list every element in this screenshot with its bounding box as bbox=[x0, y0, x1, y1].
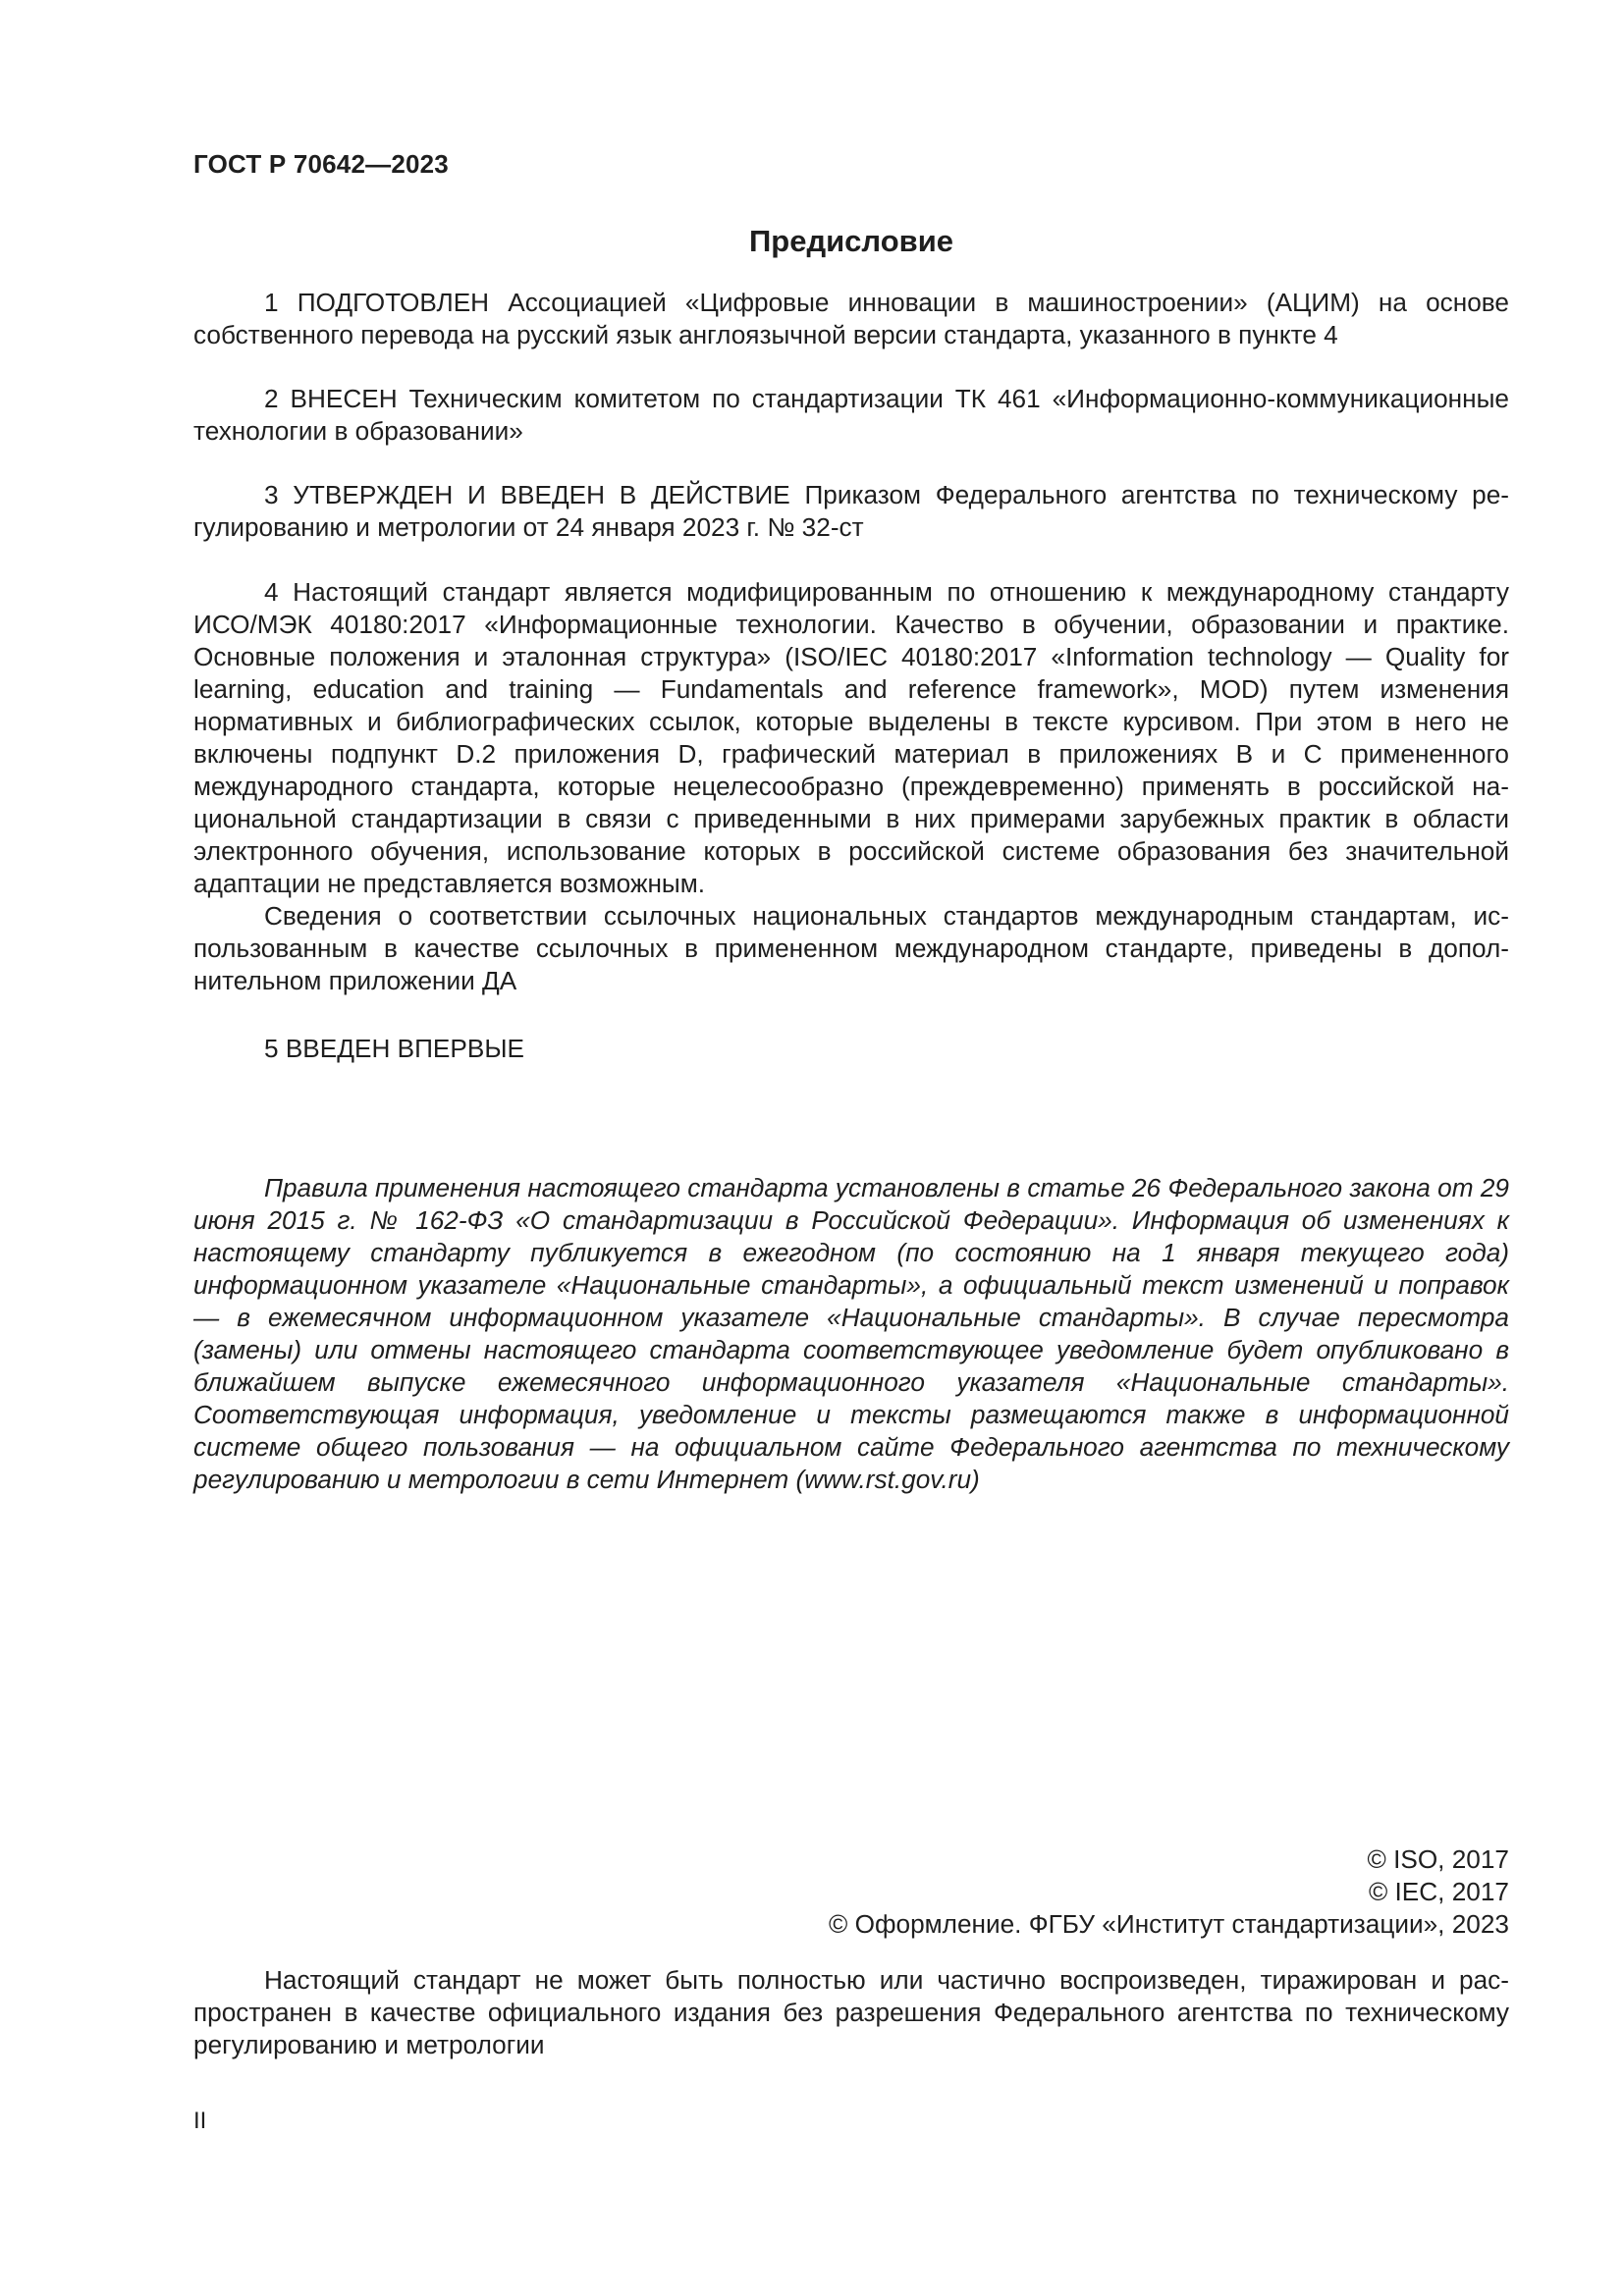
foreword-section-3 bbox=[193, 479, 1509, 544]
reproduction-notice-text: Настоящий стандарт не может быть полностью или частично воспроизведен, тиражирован и распространен в качестве официального издания без разрешения Федерального агентства по техническому регулированию и метрологии bbox=[193, 1965, 1509, 2059]
foreword-section-3-text: 3 УТВЕРЖДЕН И ВВЕДЕН В ДЕЙСТВИЕ Приказом Федерального агентства по техническому регулированию и метрологии от 24 января 2023 г. № 32-ст bbox=[193, 480, 1509, 542]
foreword-section-1-text: 1 ПОДГОТОВЛЕН Ассоциацией «Цифровые инновации в машиностроении» (АЦИМ) на основе собственного перевода на русский язык англоязычной версии стандарта, указанного в пункте 4 bbox=[193, 288, 1509, 349]
foreword-section-5 bbox=[193, 1033, 1509, 1065]
foreword-section-2-text: 2 ВНЕСЕН Техническим комитетом по стандартизации ТК 461 «Информационно-коммуникационные технологии в образовании» bbox=[193, 384, 1509, 446]
foreword-section-1 bbox=[193, 287, 1509, 351]
application-rules-notice bbox=[193, 1172, 1509, 1496]
page-title: Предисловие bbox=[748, 224, 953, 258]
page-number: II bbox=[193, 2108, 207, 2134]
copyright-iso: © ISO, 2017 bbox=[1367, 1844, 1509, 1874]
foreword-section-4 bbox=[193, 576, 1509, 997]
foreword-section-4-paragraph-2: Сведения о соответствии ссылочных национальных стандартов международным стандартам, использованным в качестве ссылочных в примененном международном стандарте, приведены в дополнительном приложении ДА bbox=[193, 901, 1509, 995]
reproduction-notice bbox=[193, 1964, 1509, 2061]
application-rules-text: Правила применения настоящего стандарта установлены в статье 26 Федерального закона от 29 июня 2015 г. № 162-ФЗ «О стандартизации в Российской Федерации». Информация об изменениях к настоящему стандарту публикуется в ежегодном (по состоянию на 1 января текущего года) информационном указателе «Национальные стандарты», а официальный текст изменений и поправок — в ежемесячном информационном указателе «Национальные стандарты». В случае пересмотра (замены) или отмены настоящего стандарта соответствующее уведомление будет опубликовано в ближайшем выпуске ежемесячного информационного указателя «Национальные стандарты». Соответствующая информация, уведомление и тексты размещаются также в информационной системе общего пользования — на официальном сайте Федерального агентства по техническому регулированию и метрологии в сети Интернет (www.rst.gov.ru) bbox=[193, 1173, 1509, 1494]
foreword-section-5-text: 5 ВВЕДЕН ВПЕРВЫЕ bbox=[264, 1034, 524, 1063]
copyright-design: © Оформление. ФГБУ «Институт стандартизации», 2023 bbox=[829, 1909, 1509, 1939]
copyright-block bbox=[829, 1843, 1509, 1941]
foreword-section-2 bbox=[193, 383, 1509, 448]
foreword-section-4-paragraph-1: 4 Настоящий стандарт является модифицированным по отношению к международному стандарту ИСО/МЭК 40180:2017 «Информационные технологии. Качество в обучении, образовании и практике. Основные положения и эталонная структура» (ISO/IEC 40180:2017 «Information technology — Quality for learning, education and training — Fundamentals and reference framework», MOD) путем изменения нормативных и библиографических ссылок, которые выделены в тексте курсивом. При этом в него не включены подпункт D.2 приложения D, графический материал в приложениях В и С примененного международного стандарта, которые нецелесообразно (преждевременно) применять в российской национальной стандартизации в связи с приведенными в них примерами зарубежных практик в области электронного обучения, использование которых в российской системе образования без значительной адаптации не представляется возможным. bbox=[193, 577, 1509, 898]
copyright-iec: © IEC, 2017 bbox=[1368, 1877, 1509, 1906]
document-code: ГОСТ Р 70642—2023 bbox=[193, 149, 449, 179]
